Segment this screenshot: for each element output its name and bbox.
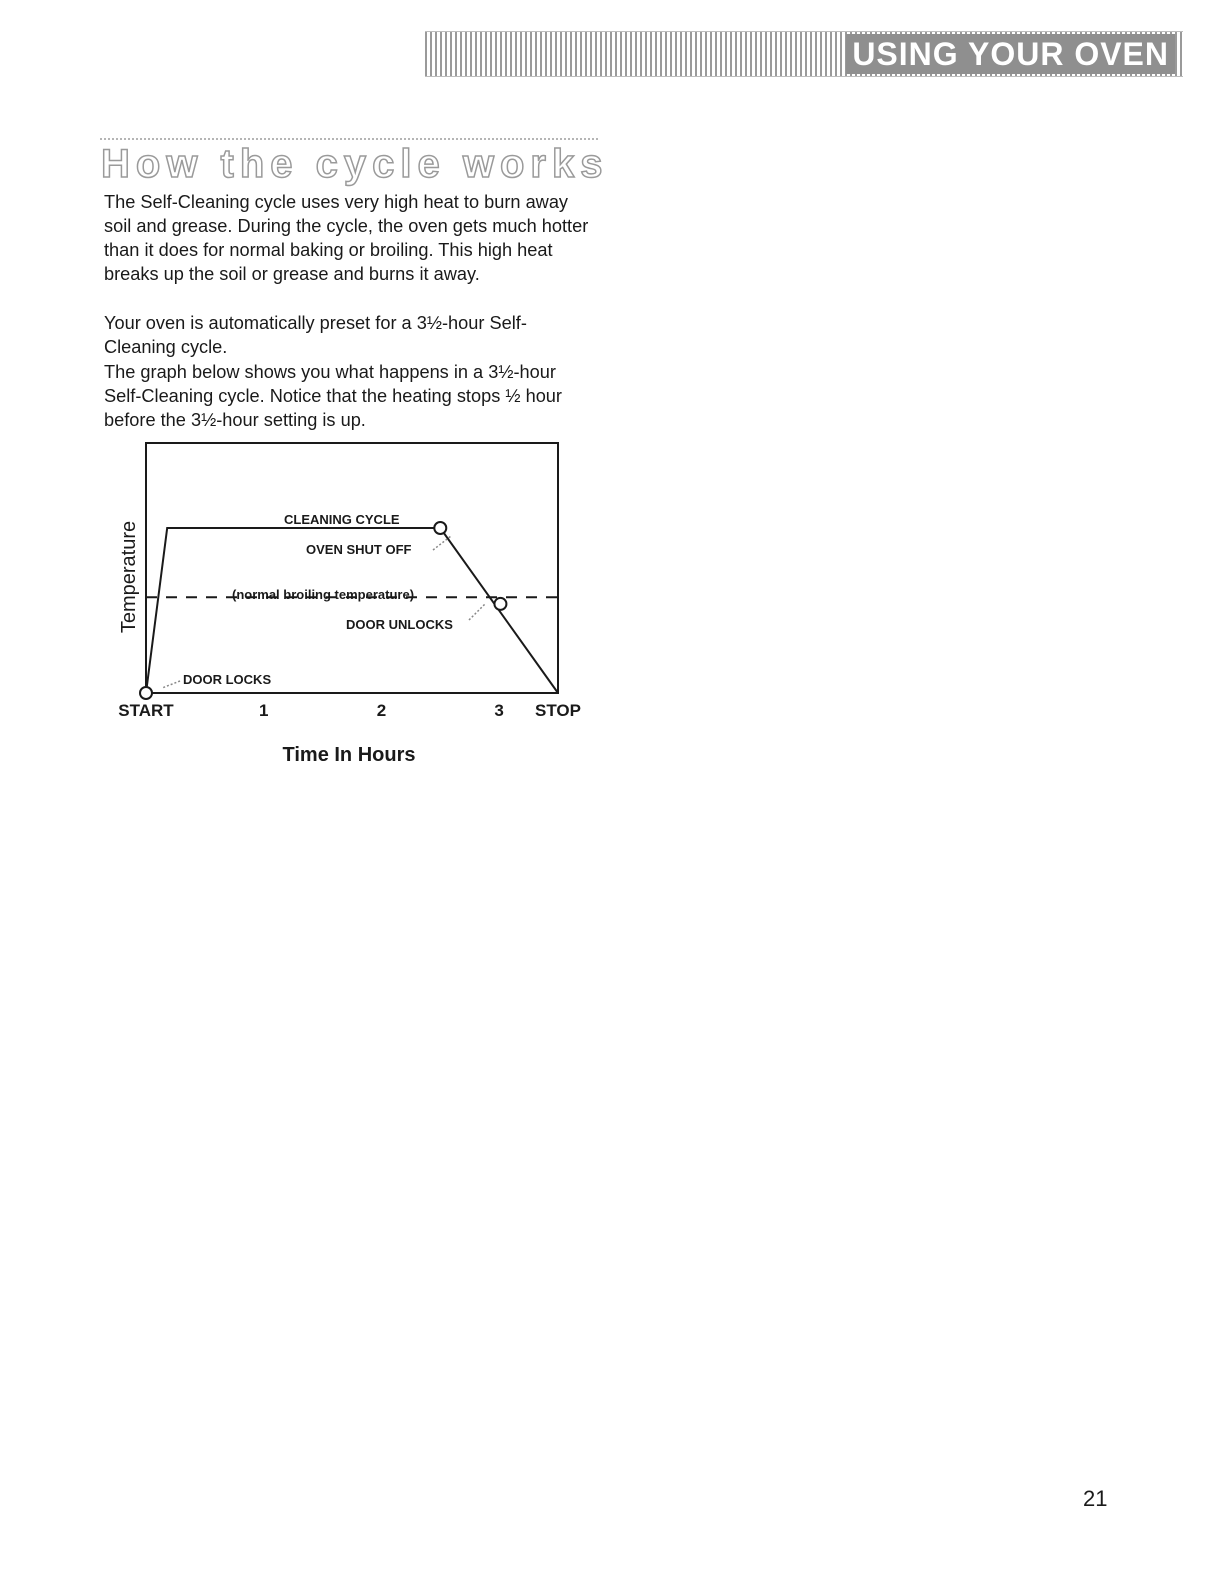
annotation-oven-shut-off: OVEN SHUT OFF — [306, 542, 412, 557]
annotation-door-unlocks: DOOR UNLOCKS — [346, 617, 453, 632]
paragraph-preset: Your oven is automatically preset for a 3½-hour Self-Cleaning cycle. — [104, 313, 527, 357]
annotation-door-locks: DOOR LOCKS — [183, 672, 272, 687]
header-label: USING YOUR OVEN — [846, 34, 1175, 74]
door-unlocks-pointer — [469, 604, 485, 620]
reference-line-label: (normal broiling temperature) — [232, 587, 415, 602]
page-number: 21 — [1083, 1486, 1108, 1511]
paragraph-graph-note: The graph below shows you what happens in a 3½-hour Self-Cleaning cycle. Notice that the heating stops ½ hour before the 3½-hour setting is up. — [104, 362, 562, 430]
door-locks-marker — [140, 687, 152, 699]
x-tick-label: 3 — [494, 701, 504, 720]
x-tick-labels — [118, 701, 581, 720]
section-title: How the cycle works — [101, 142, 609, 186]
annotation-cleaning-cycle: CLEANING CYCLE — [284, 512, 400, 527]
x-tick-label: START — [118, 701, 174, 720]
door-locks-pointer — [162, 681, 180, 688]
plot-frame — [146, 443, 558, 693]
x-tick-label: 1 — [258, 701, 269, 720]
paragraph-intro: The Self-Cleaning cycle uses very high heat to burn away soil and grease. During the cycle, the oven gets much hotter than it does for normal baking or broiling. This high heat breaks up the soil or grease and burns it away. — [104, 192, 589, 284]
door-unlocks-marker — [494, 598, 506, 610]
oven-shut-off-marker — [434, 522, 446, 534]
x-tick-label: 2 — [376, 701, 387, 720]
x-axis-label: Time In Hours — [282, 744, 416, 766]
x-tick-label: STOP — [535, 701, 581, 720]
y-axis-label: Temperature — [118, 520, 140, 634]
